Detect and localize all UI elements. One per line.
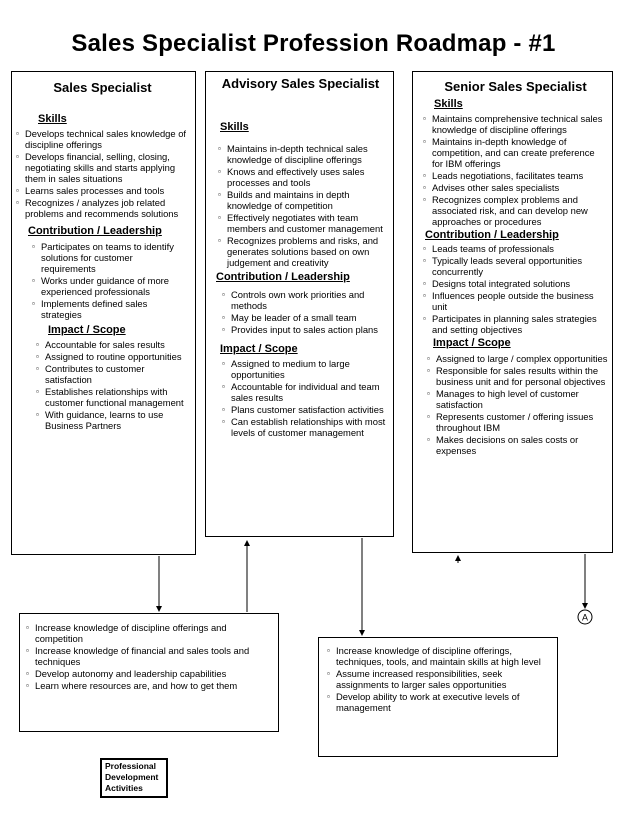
- list-item: ▫ Develops financial, selling, closing, negotiating skills and starts applying them in sales situations: [16, 151, 189, 184]
- list-item: ▫ Designs total integrated solutions: [423, 278, 608, 289]
- column-heading: Senior Sales Specialist: [444, 79, 587, 94]
- section-heading-contribution: Contribution / Leadership: [216, 271, 350, 283]
- section-heading-skills: Skills: [38, 113, 67, 125]
- list-item: ▫ Leads negotiations, facilitates teams: [423, 170, 608, 181]
- list-item: ▫ Influences people outside the business unit: [423, 290, 608, 312]
- list-item: ▫ Recognizes problems and risks, and generates solutions based on own judgement and creativity: [218, 235, 389, 268]
- list-item: ▫ Builds and maintains in depth knowledge of competition: [218, 189, 389, 211]
- list-item: ▫ Controls own work priorities and methods: [222, 289, 389, 311]
- list-item: ▫ Effectively negotiates with team members and customer management: [218, 212, 389, 234]
- list-item: ▫ Typically leads several opportunities concurrently: [423, 255, 608, 277]
- list-item: ▫ Assigned to medium to large opportunities: [222, 358, 389, 380]
- column-heading: Advisory Sales Specialist: [221, 76, 380, 91]
- list-item: ▫ Provides input to sales action plans: [222, 324, 389, 335]
- list-item: ▫ Manages to high level of customer satisfaction: [427, 388, 608, 410]
- list-item: ▫ Learns sales processes and tools: [16, 185, 189, 196]
- list-item: ▫ Implements defined sales strategies: [32, 298, 189, 320]
- connector-label: A: [581, 612, 589, 623]
- list-item: ▫ Responsible for sales results within the business unit and for personal objectives: [427, 365, 608, 387]
- list-item: ▫ Makes decisions on sales costs or expenses: [427, 434, 608, 456]
- list-item: ▫ Works under guidance of more experienced professionals: [32, 275, 189, 297]
- legend-label: Professional Development Activities: [105, 761, 159, 793]
- list-item: ▫ Accountable for sales results: [36, 339, 189, 350]
- section-heading-skills: Skills: [434, 98, 463, 110]
- page-title: Sales Specialist Profession Roadmap - #1: [71, 30, 556, 57]
- list-item: ▫ Assume increased responsibilities, seek assignments to larger sales opportunities: [327, 668, 551, 690]
- list-item: ▫ Knows and effectively uses sales processes and tools: [218, 166, 389, 188]
- section-heading-contribution: Contribution / Leadership: [28, 225, 162, 237]
- list-item: ▫ Maintains in-depth knowledge of competition, and can create preference for IBM offerings: [423, 136, 608, 169]
- list-item: ▫ Establishes relationships with customer functional management: [36, 386, 189, 408]
- list-item: ▫ Leads teams of professionals: [423, 243, 608, 254]
- list-item: ▫ Accountable for individual and team sales results: [222, 381, 389, 403]
- list-item: ▫ Plans customer satisfaction activities: [222, 404, 389, 415]
- list-item: ▫ Assigned to routine opportunities: [36, 351, 189, 362]
- list-item: ▫ Participates in planning sales strategies and setting objectives: [423, 313, 608, 335]
- list-item: ▫ Can establish relationships with most levels of customer management: [222, 416, 389, 438]
- list-item: ▫ Assigned to large / complex opportunities: [427, 353, 608, 364]
- list-item: ▫ Develop ability to work at executive levels of management: [327, 691, 551, 713]
- list-item: ▫ Increase knowledge of discipline offerings, techniques, tools, and maintain skills at high level: [327, 645, 551, 667]
- list-item: ▫ Represents customer / offering issues throughout IBM: [427, 411, 608, 433]
- list-item: ▫ May be leader of a small team: [222, 312, 389, 323]
- section-heading-impact: Impact / Scope: [433, 337, 511, 349]
- section-heading-impact: Impact / Scope: [48, 324, 126, 336]
- list-item: ▫ With guidance, learns to use Business Partners: [36, 409, 189, 431]
- list-item: ▫ Develop autonomy and leadership capabilities: [26, 668, 272, 679]
- section-heading-skills: Skills: [220, 121, 249, 133]
- list-item: ▫ Learn where resources are, and how to get them: [26, 680, 272, 691]
- list-item: ▫ Contributes to customer satisfaction: [36, 363, 189, 385]
- section-heading-impact: Impact / Scope: [220, 343, 298, 355]
- list-item: ▫ Recognizes / analyzes job related problems and recommends solutions: [16, 197, 189, 219]
- list-item: ▫ Maintains comprehensive technical sales knowledge of discipline offerings: [423, 113, 608, 135]
- column-heading: Sales Specialist: [53, 80, 152, 95]
- list-item: ▫ Increase knowledge of discipline offerings and competition: [26, 622, 272, 644]
- list-item: ▫ Develops technical sales knowledge of discipline offerings: [16, 128, 189, 150]
- list-item: ▫ Advises other sales specialists: [423, 182, 608, 193]
- list-item: ▫ Participates on teams to identify solutions for customer requirements: [32, 241, 189, 274]
- list-item: ▫ Recognizes complex problems and associated risk, and can develop new approaches or procedures: [423, 194, 608, 227]
- section-heading-contribution: Contribution / Leadership: [425, 229, 559, 241]
- list-item: ▫ Maintains in-depth technical sales knowledge of discipline offerings: [218, 143, 389, 165]
- list-item: ▫ Increase knowledge of financial and sales tools and techniques: [26, 645, 272, 667]
